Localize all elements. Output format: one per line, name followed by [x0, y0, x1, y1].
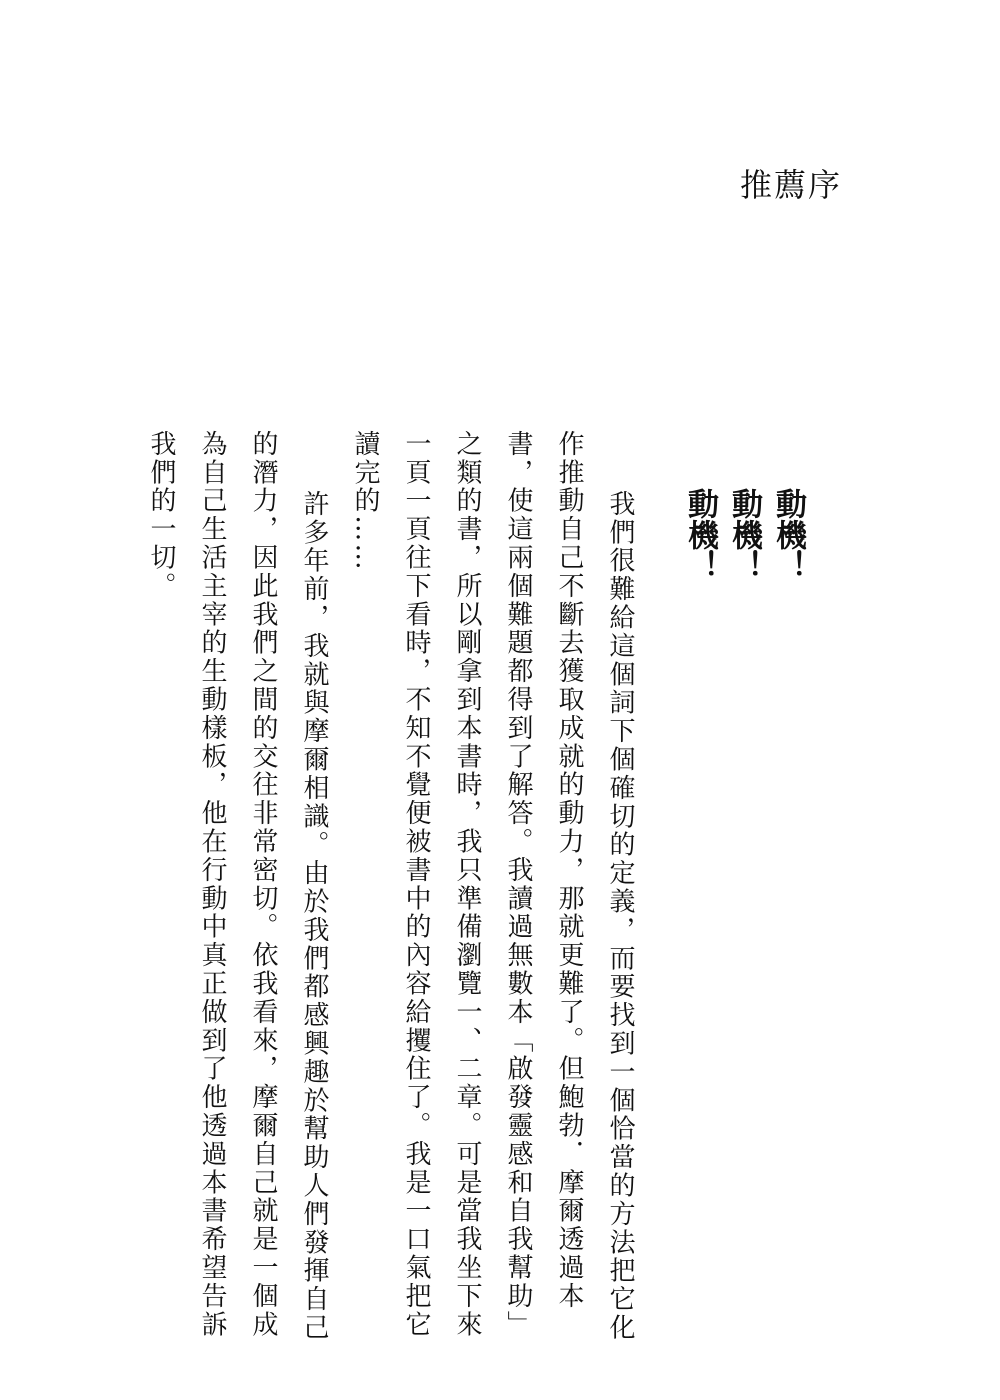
text-line: 書，使這兩個難題都得到了解答。我讀過無數本「啟發靈感和自我幫助」 [503, 430, 533, 1339]
text-line: 許多年前，我就與摩爾相識。由於我們都感興趣於幫助人們發揮自己 [299, 490, 329, 1342]
body-text [146, 430, 645, 1342]
headline-line: 動機！ [770, 488, 806, 581]
paragraph-2 [135, 430, 339, 1342]
text-line: 讀完的…… [350, 430, 380, 572]
headline [678, 488, 810, 628]
text-line: 的潛力，因此我們之間的交往非常密切。依我看來，摩爾自己就是一個成 [248, 430, 278, 1339]
text-line: 之類的書，所以剛拿到本書時，我只準備瀏覽一、二章。可是當我坐下來 [452, 430, 482, 1339]
page-title: 推薦序 [740, 166, 843, 204]
text-line: 我們的一切。 [146, 430, 176, 601]
headline-line: 動機！ [682, 488, 718, 581]
text-line: 作推動自己不斷去獲取成就的動力，那就更難了。但鮑勃．摩爾透過本 [554, 430, 584, 1311]
text-line: 我們很難給這個詞下個確切的定義，而要找到一個恰當的方法把它化 [605, 490, 635, 1342]
text-line: 一頁一頁往下看時，不知不覺便被書中的內容給攫住了。我是一口氣把它 [401, 430, 431, 1339]
headline-line: 動機！ [726, 488, 762, 581]
paragraph-1 [339, 430, 645, 1342]
text-line: 為自己生活主宰的生動樣板，他在行動中真正做到了他透過本書希望告訴 [197, 430, 227, 1339]
